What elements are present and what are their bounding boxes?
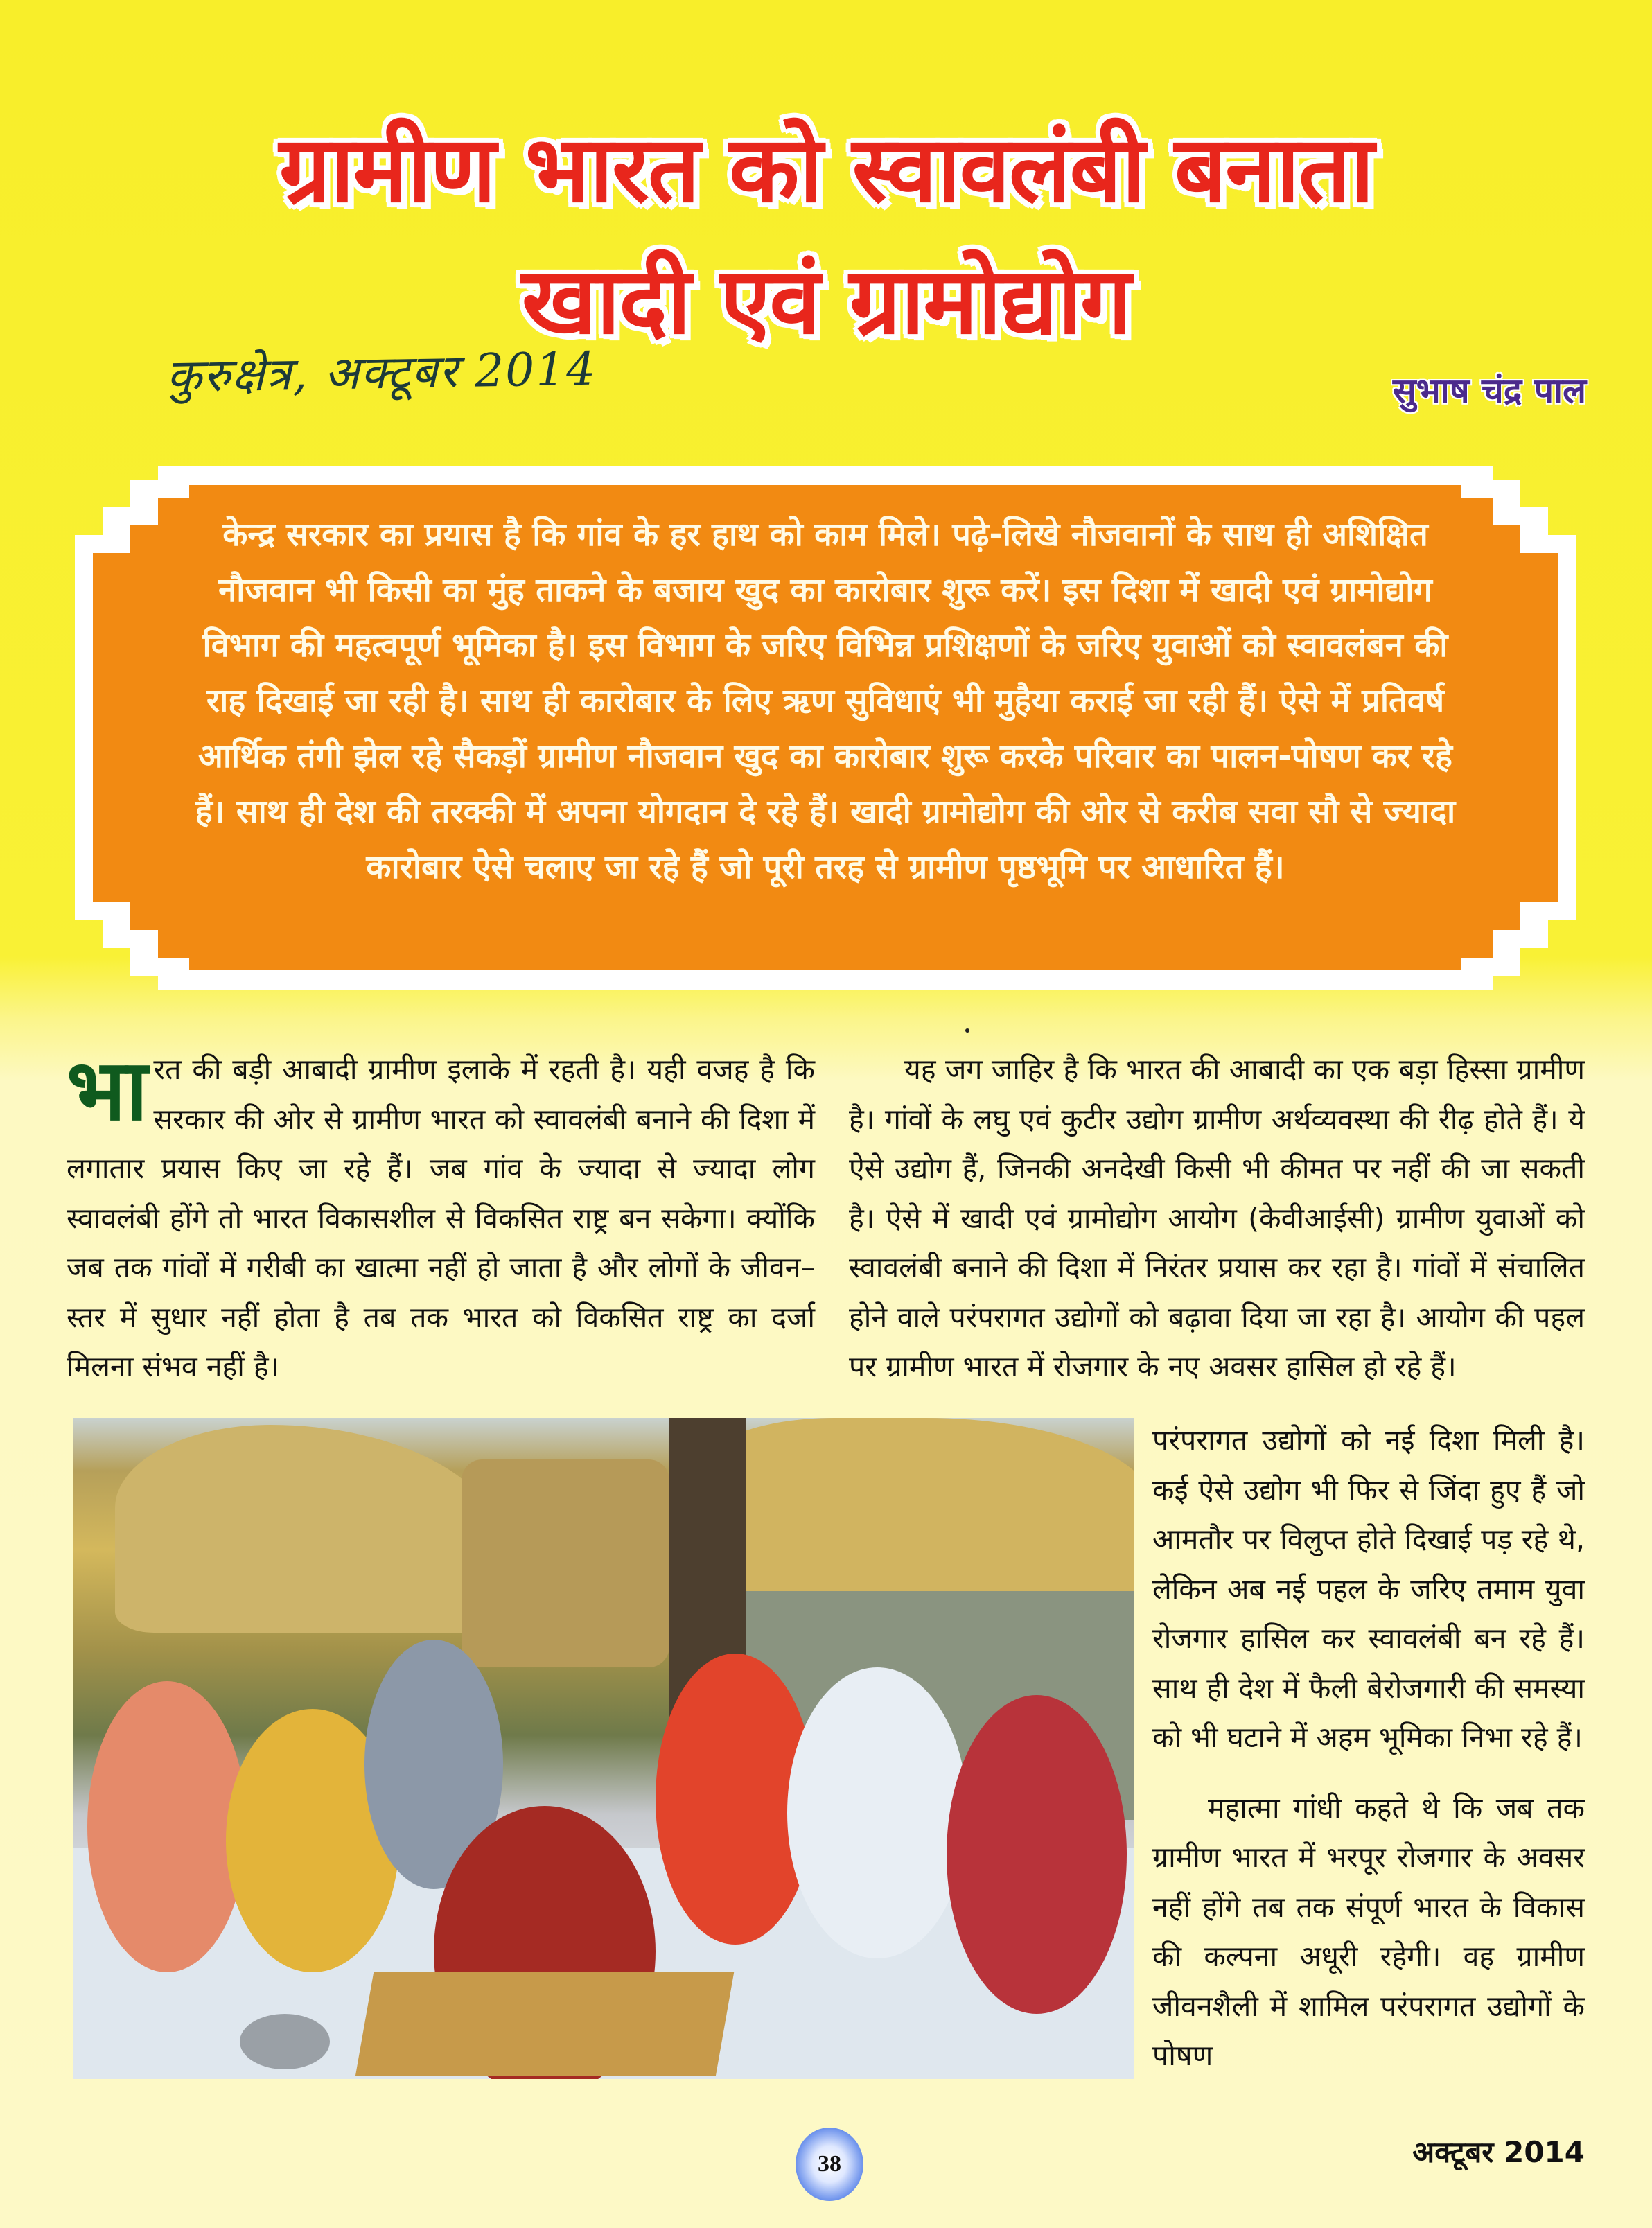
intro-summary-text: केन्द्र सरकार का प्रयास है कि गांव के हर हाथ को काम मिले। पढ़े-लिखे नौजवानों के साथ ही अशिक्षित नौजवान भी किसी का मुंह ताकने के बजाय खुद का कारोबार शुरू करें। इस दिशा में खादी एवं ग्रामोद्योग विभाग की महत्वपूर्ण भूमिका है। इस विभाग के जरिए विभिन्न प्रशिक्षणों के जरिए युवाओं को स्वावलंबन की राह दिखाई जा रही है। साथ ही कारोबार के लिए ऋण सुविधाएं भी मुहैया कराई जा रही हैं। ऐसे में प्रतिवर्ष आर्थिक तंगी झेल रहे सैकड़ों ग्रामीण नौजवान खुद का कारोबार शुरू करके परिवार का पालन-पोषण कर रहे हैं। साथ ही देश की तरक्की में अपना योगदान दे रहे हैं। खादी ग्रामोद्योग की ओर से करीब सवा सौ से ज्यादा कारोबार ऐसे चलाए जा रहे हैं जो पूरी तरह से ग्रामीण पृष्ठभूमि पर आधारित हैं। — [195, 516, 1456, 886]
paragraph-gandhi: महात्मा गांधी कहते थे कि जब तक ग्रामीण भारत में भरपूर रोजगार के अवसर नहीं होंगे तब तक संपूर्ण भारत के विकास की कल्पना अधूरी रहेगी। वह ग्रामीण जीवनशैली में शामिल परंपरागत उद्योगों के पोषण — [1152, 1791, 1585, 2072]
article-column-narrow — [1152, 1416, 1585, 2081]
article-column-left — [67, 1041, 815, 1392]
article-title-line-2: खादी एवं ग्रामोद्योग — [521, 248, 1131, 355]
paragraph-revival: परंपरागत उद्योगों को नई दिशा मिली है। कई ऐसे उद्योग भी फिर से जिंदा हुए हैं जो आमतौर पर विलुप्त होते दिखाई पड़ रहे थे, लेकिन अब नई पहल के जरिए तमाम युवा रोजगार हासिल कर स्वावलंबी बन रहे हैं। साथ ही देश में फैली बेरोजगारी की समस्या को भी घटाने में अहम भूमिका निभा रहे हैं। — [1152, 1423, 1585, 1754]
drop-cap: भा — [67, 1041, 148, 1139]
article-photo-women-weaving — [73, 1418, 1134, 2079]
page-number-badge: 38 — [796, 2128, 863, 2201]
intro-summary-box — [75, 466, 1576, 990]
article-title-line-1: ग्रामीण भारत को स्वावलंबी बनाता — [279, 116, 1373, 223]
handwritten-annotation: कुरुक्षेत्र, अक्टूबर 2014 — [166, 342, 597, 403]
article-column-right — [849, 1045, 1585, 1392]
print-speck — [965, 1028, 969, 1033]
paragraph-intro: रत की बड़ी आबादी ग्रामीण इलाके में रहती है। यही वजह है कि सरकार की ओर से ग्रामीण भारत को स्वावलंबी बनाने की दिशा में लगातार प्रयास किए जा रहे हैं। जब गांव के ज्यादा से ज्यादा लोग स्वावलंबी होंगे तो भारत विकासशील से विकसित राष्ट्र बन सकेगा। क्योंकि जब तक गांवों में गरीबी का खात्मा नहीं हो जाता है और लोगों के जीवन–स्तर में सुधार नहीं होता है तब तक भारत को विकसित राष्ट्र का दर्जा मिलना संभव नहीं है। — [67, 1053, 815, 1383]
issue-date: अक्टूबर 2014 — [1412, 2135, 1585, 2169]
author-name: सुभाष चंद्र पाल — [1392, 371, 1586, 411]
paragraph-kvic: यह जग जाहिर है कि भारत की आबादी का एक बड़ा हिस्सा ग्रामीण है। गांवों के लघु एवं कुटीर उद्योग ग्रामीण अर्थव्यवस्था की रीढ़ होते हैं। ये ऐसे उद्योग हैं, जिनकी अनदेखी किसी भी कीमत पर नहीं की जा सकती है। ऐसे में खादी एवं ग्रामोद्योग आयोग (केवीआईसी) ग्रामीण युवाओं को स्वावलंबी बनाने की दिशा में निरंतर प्रयास कर रहा है। गांवों में संचालित होने वाले परंपरागत उद्योगों को बढ़ावा दिया जा रहा है। आयोग की पहल पर ग्रामीण भारत में रोजगार के नए अवसर हासिल हो रहे हैं। — [849, 1053, 1585, 1383]
